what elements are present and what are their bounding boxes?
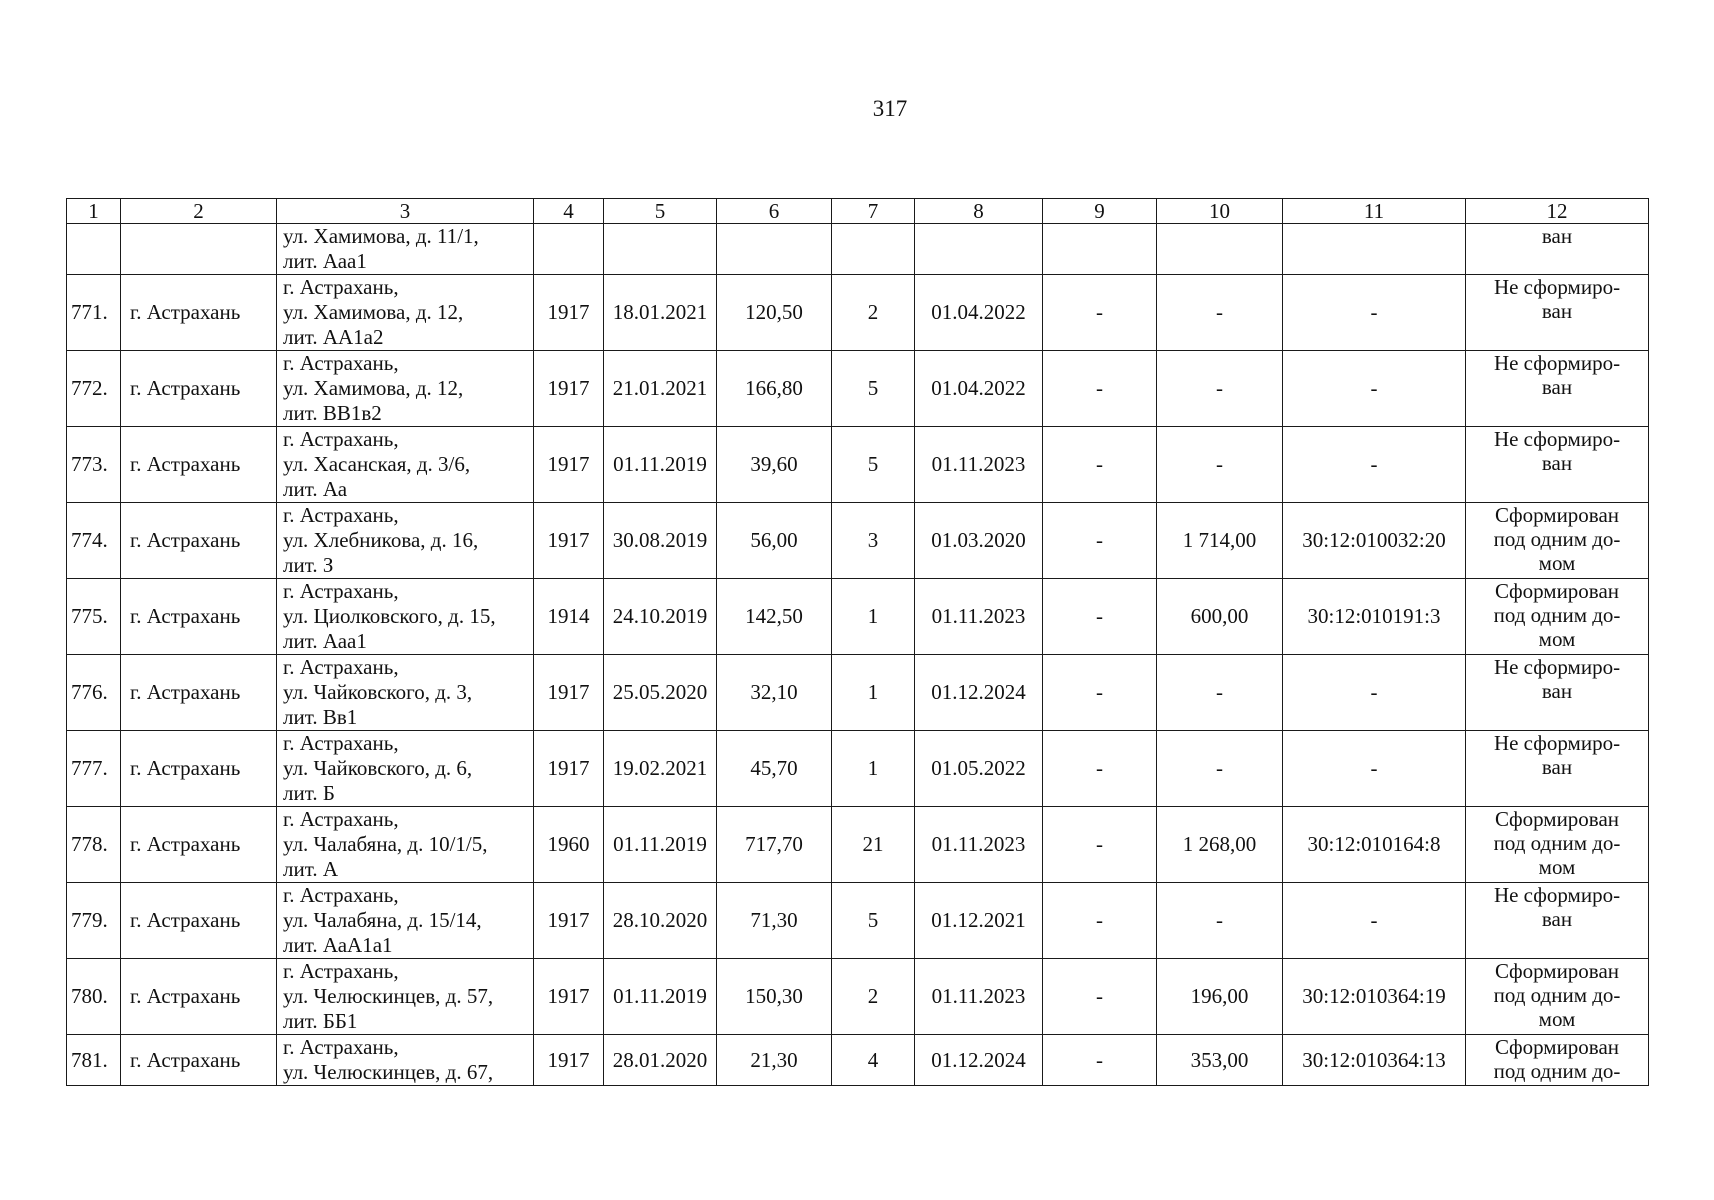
cell-city	[121, 224, 277, 275]
cell-status: Не сформиро- ван	[1466, 731, 1649, 807]
table-row	[67, 275, 1649, 351]
cell-city: г. Астрахань	[121, 959, 277, 1035]
cell-date-inspection: 25.05.2020	[604, 655, 717, 731]
cell-status: Сформирован под одним до- мом	[1466, 959, 1649, 1035]
table-body	[67, 224, 1649, 1086]
cell-year: 1917	[534, 959, 604, 1035]
cell-year: 1917	[534, 275, 604, 351]
cell-date-inspection	[604, 224, 717, 275]
cell-date-inspection: 24.10.2019	[604, 579, 717, 655]
column-header: 6	[717, 199, 832, 224]
cell-city: г. Астрахань	[121, 883, 277, 959]
cell-year: 1917	[534, 731, 604, 807]
table-row	[67, 503, 1649, 579]
cell-status: Не сформиро- ван	[1466, 351, 1649, 427]
cell-address: г. Астрахань, ул. Хамимова, д. 12, лит. АА1а2	[277, 275, 534, 351]
cell-date-inspection: 30.08.2019	[604, 503, 717, 579]
cell-land-area: -	[1157, 275, 1283, 351]
cell-land-area: 1 714,00	[1157, 503, 1283, 579]
column-number-row	[67, 199, 1649, 224]
cell-cadastral-number: -	[1283, 427, 1466, 503]
cell-col9: -	[1043, 731, 1157, 807]
cell-date-plan: 01.11.2023	[915, 807, 1043, 883]
column-header: 8	[915, 199, 1043, 224]
cell-row-number: 777.	[67, 731, 121, 807]
cell-address: г. Астрахань, ул. Чайковского, д. 3, лит. Вв1	[277, 655, 534, 731]
cell-col9: -	[1043, 275, 1157, 351]
cell-land-area: -	[1157, 655, 1283, 731]
cell-date-plan: 01.04.2022	[915, 275, 1043, 351]
cell-address: г. Астрахань, ул. Челюскинцев, д. 57, лит. ББ1	[277, 959, 534, 1035]
table-row	[67, 883, 1649, 959]
cell-area: 142,50	[717, 579, 832, 655]
cell-land-area	[1157, 224, 1283, 275]
cell-city: г. Астрахань	[121, 427, 277, 503]
table-row	[67, 427, 1649, 503]
table-row	[67, 1035, 1649, 1086]
cell-city: г. Астрахань	[121, 275, 277, 351]
column-header: 10	[1157, 199, 1283, 224]
cell-year: 1917	[534, 503, 604, 579]
cell-date-inspection: 19.02.2021	[604, 731, 717, 807]
cell-date-inspection: 18.01.2021	[604, 275, 717, 351]
cell-cadastral-number	[1283, 224, 1466, 275]
cell-count: 1	[832, 655, 915, 731]
cell-col9: -	[1043, 503, 1157, 579]
cell-land-area: 353,00	[1157, 1035, 1283, 1086]
cell-row-number: 781.	[67, 1035, 121, 1086]
cell-count	[832, 224, 915, 275]
cell-col9: -	[1043, 579, 1157, 655]
cell-address: г. Астрахань, ул. Чалабяна, д. 15/14, лит. АаА1а1	[277, 883, 534, 959]
cell-status: Не сформиро- ван	[1466, 275, 1649, 351]
cell-cadastral-number: 30:12:010032:20	[1283, 503, 1466, 579]
page-number: 317	[872, 96, 908, 121]
cell-count: 5	[832, 427, 915, 503]
cell-count: 1	[832, 731, 915, 807]
cell-land-area: 1 268,00	[1157, 807, 1283, 883]
cell-date-inspection: 01.11.2019	[604, 807, 717, 883]
cell-address: г. Астрахань, ул. Челюскинцев, д. 67,	[277, 1035, 534, 1086]
cell-row-number: 776.	[67, 655, 121, 731]
column-header: 2	[121, 199, 277, 224]
cell-date-inspection: 01.11.2019	[604, 959, 717, 1035]
cell-row-number: 780.	[67, 959, 121, 1035]
table-row	[67, 655, 1649, 731]
cell-land-area: -	[1157, 351, 1283, 427]
table-row	[67, 959, 1649, 1035]
column-header: 4	[534, 199, 604, 224]
cell-land-area: -	[1157, 731, 1283, 807]
cell-address: г. Астрахань, ул. Хасанская, д. 3/6, лит. Аа	[277, 427, 534, 503]
cell-address: г. Астрахань, ул. Циолковского, д. 15, лит. Ааа1	[277, 579, 534, 655]
cell-count: 2	[832, 959, 915, 1035]
column-header: 9	[1043, 199, 1157, 224]
cell-status: Сформирован под одним до- мом	[1466, 807, 1649, 883]
cell-cadastral-number: -	[1283, 351, 1466, 427]
column-header: 11	[1283, 199, 1466, 224]
cell-area: 150,30	[717, 959, 832, 1035]
cell-row-number: 774.	[67, 503, 121, 579]
cell-area: 45,70	[717, 731, 832, 807]
cell-year: 1960	[534, 807, 604, 883]
cell-status: Не сформиро- ван	[1466, 883, 1649, 959]
cell-year	[534, 224, 604, 275]
cell-cadastral-number: -	[1283, 883, 1466, 959]
cell-col9	[1043, 224, 1157, 275]
cell-address: г. Астрахань, ул. Чайковского, д. 6, лит. Б	[277, 731, 534, 807]
cell-date-plan: 01.12.2021	[915, 883, 1043, 959]
cell-col9: -	[1043, 883, 1157, 959]
cell-year: 1917	[534, 427, 604, 503]
cell-date-plan: 01.04.2022	[915, 351, 1043, 427]
cell-address: г. Астрахань, ул. Чалабяна, д. 10/1/5, лит. А	[277, 807, 534, 883]
cell-year: 1914	[534, 579, 604, 655]
cell-year: 1917	[534, 1035, 604, 1086]
cell-area: 71,30	[717, 883, 832, 959]
cell-col9: -	[1043, 807, 1157, 883]
cell-city: г. Астрахань	[121, 579, 277, 655]
cell-cadastral-number: -	[1283, 731, 1466, 807]
cell-date-inspection: 21.01.2021	[604, 351, 717, 427]
cell-area	[717, 224, 832, 275]
column-header: 1	[67, 199, 121, 224]
cell-date-plan: 01.11.2023	[915, 959, 1043, 1035]
table-row	[67, 731, 1649, 807]
table-row	[67, 224, 1649, 275]
cell-status: Сформирован под одним до-	[1466, 1035, 1649, 1086]
cell-area: 39,60	[717, 427, 832, 503]
cell-date-plan: 01.11.2023	[915, 579, 1043, 655]
column-header: 3	[277, 199, 534, 224]
cell-status: Сформирован под одним до- мом	[1466, 503, 1649, 579]
column-header: 5	[604, 199, 717, 224]
cell-cadastral-number: 30:12:010364:13	[1283, 1035, 1466, 1086]
cell-address: г. Астрахань, ул. Хамимова, д. 12, лит. ВВ1в2	[277, 351, 534, 427]
cell-col9: -	[1043, 1035, 1157, 1086]
table-row	[67, 579, 1649, 655]
cell-status: ван	[1466, 224, 1649, 275]
cell-status: Не сформиро- ван	[1466, 655, 1649, 731]
cell-date-plan: 01.12.2024	[915, 1035, 1043, 1086]
cell-city: г. Астрахань	[121, 351, 277, 427]
cell-city: г. Астрахань	[121, 655, 277, 731]
cell-area: 21,30	[717, 1035, 832, 1086]
cell-row-number: 779.	[67, 883, 121, 959]
cell-count: 5	[832, 883, 915, 959]
cell-city: г. Астрахань	[121, 731, 277, 807]
cell-cadastral-number: -	[1283, 275, 1466, 351]
cell-area: 32,10	[717, 655, 832, 731]
cell-address: ул. Хамимова, д. 11/1, лит. Ааа1	[277, 224, 534, 275]
cell-date-plan	[915, 224, 1043, 275]
cell-cadastral-number: -	[1283, 655, 1466, 731]
cell-date-inspection: 01.11.2019	[604, 427, 717, 503]
cell-row-number: 771.	[67, 275, 121, 351]
cell-land-area: -	[1157, 883, 1283, 959]
cell-count: 5	[832, 351, 915, 427]
cell-status: Не сформиро- ван	[1466, 427, 1649, 503]
cell-land-area: 196,00	[1157, 959, 1283, 1035]
cell-cadastral-number: 30:12:010164:8	[1283, 807, 1466, 883]
cell-row-number: 773.	[67, 427, 121, 503]
cell-status: Сформирован под одним до- мом	[1466, 579, 1649, 655]
cell-date-plan: 01.05.2022	[915, 731, 1043, 807]
cell-area: 120,50	[717, 275, 832, 351]
column-header: 7	[832, 199, 915, 224]
cell-address: г. Астрахань, ул. Хлебникова, д. 16, лит. З	[277, 503, 534, 579]
cell-area: 717,70	[717, 807, 832, 883]
cell-row-number: 775.	[67, 579, 121, 655]
cell-year: 1917	[534, 351, 604, 427]
cell-date-plan: 01.12.2024	[915, 655, 1043, 731]
cell-year: 1917	[534, 655, 604, 731]
cell-city: г. Астрахань	[121, 807, 277, 883]
cell-city: г. Астрахань	[121, 503, 277, 579]
cell-date-plan: 01.11.2023	[915, 427, 1043, 503]
cell-land-area: -	[1157, 427, 1283, 503]
cell-count: 2	[832, 275, 915, 351]
cell-city: г. Астрахань	[121, 1035, 277, 1086]
cell-col9: -	[1043, 959, 1157, 1035]
cell-cadastral-number: 30:12:010191:3	[1283, 579, 1466, 655]
cell-area: 56,00	[717, 503, 832, 579]
cell-cadastral-number: 30:12:010364:19	[1283, 959, 1466, 1035]
cell-count: 4	[832, 1035, 915, 1086]
registry-table	[66, 198, 1649, 1086]
cell-land-area: 600,00	[1157, 579, 1283, 655]
cell-row-number	[67, 224, 121, 275]
table-row	[67, 351, 1649, 427]
cell-row-number: 778.	[67, 807, 121, 883]
cell-count: 1	[832, 579, 915, 655]
column-header: 12	[1466, 199, 1649, 224]
cell-count: 3	[832, 503, 915, 579]
cell-area: 166,80	[717, 351, 832, 427]
cell-date-inspection: 28.10.2020	[604, 883, 717, 959]
cell-date-plan: 01.03.2020	[915, 503, 1043, 579]
cell-row-number: 772.	[67, 351, 121, 427]
cell-col9: -	[1043, 655, 1157, 731]
cell-date-inspection: 28.01.2020	[604, 1035, 717, 1086]
cell-year: 1917	[534, 883, 604, 959]
table-row	[67, 807, 1649, 883]
cell-col9: -	[1043, 427, 1157, 503]
cell-count: 21	[832, 807, 915, 883]
cell-col9: -	[1043, 351, 1157, 427]
